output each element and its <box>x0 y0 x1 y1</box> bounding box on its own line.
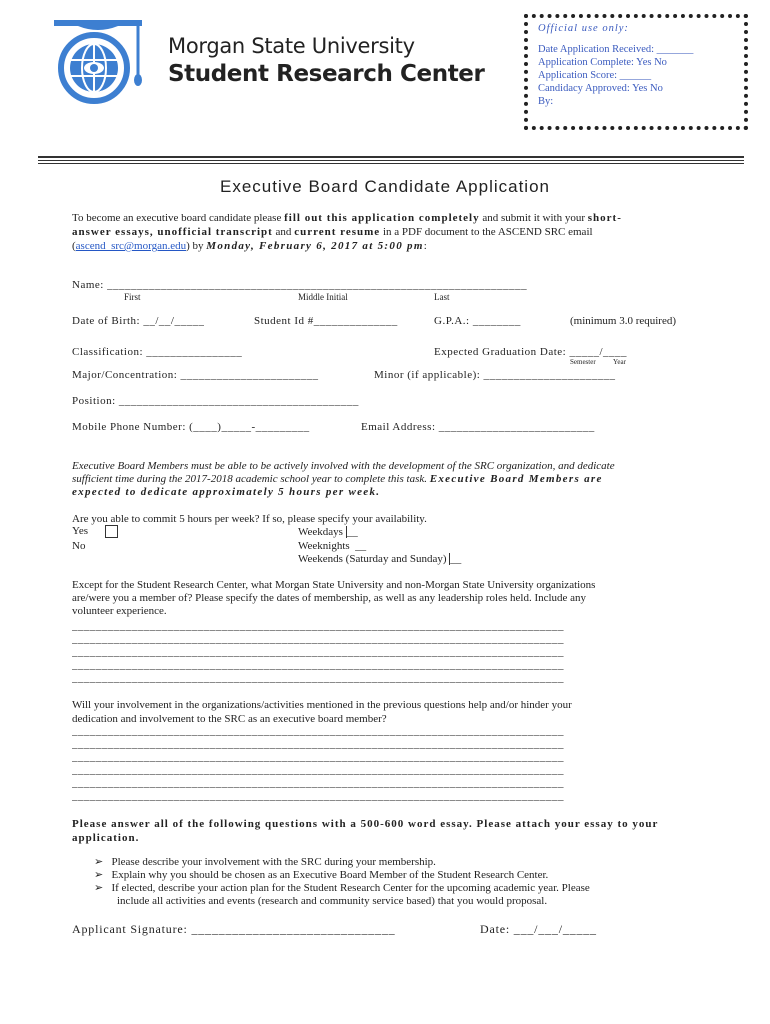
major-field[interactable]: Major/Concentration: _______________________ <box>72 369 319 381</box>
name-field[interactable]: Name: ______________________________________________________________________ <box>72 279 528 291</box>
official-line: By: <box>538 96 554 107</box>
hours-question: Are you able to commit 5 hours per week? If so, please specify your availability. <box>72 513 427 525</box>
answer-line[interactable]: __________________________________________________________________________________ <box>72 672 564 684</box>
answer-line[interactable]: __________________________________________________________________________________ <box>72 738 564 750</box>
page-title: Executive Board Candidate Application <box>220 177 550 196</box>
position-field[interactable]: Position: ________________________________________ <box>72 395 359 407</box>
semester-label: Semester <box>570 358 596 366</box>
divider <box>38 160 744 161</box>
commitment-note: Executive Board Members must be able to be actively involved with the development of the SRC organization, and dedicate sufficient time during the 2017-2018 academic school year to complete this task. Executive Board Members are expected to dedicate approximately 5 hours per week. <box>72 460 615 498</box>
essay-heading: Please answer all of the following questions with a 500-600 word essay. Please attach your essay to your application. <box>72 818 659 844</box>
globe-eye-graduation-cap-icon <box>48 16 148 106</box>
university-name: Morgan State University <box>168 34 415 58</box>
answer-line[interactable]: __________________________________________________________________________________ <box>72 751 564 763</box>
weekdays-option[interactable]: Weekdays __ <box>298 526 358 538</box>
minor-field[interactable]: Minor (if applicable): ______________________ <box>374 369 616 381</box>
answer-line[interactable]: __________________________________________________________________________________ <box>72 633 564 645</box>
name-first-label: First <box>124 292 141 302</box>
email-link[interactable]: ascend_src@morgan.edu <box>75 240 187 252</box>
answer-line[interactable]: __________________________________________________________________________________ <box>72 646 564 658</box>
name-middle-label: Middle Initial <box>298 292 348 302</box>
official-line: Date Application Received: _______ <box>538 44 694 55</box>
answer-line[interactable]: __________________________________________________________________________________ <box>72 790 564 802</box>
phone-field[interactable]: Mobile Phone Number: (____)_____-_________ <box>72 421 310 433</box>
list-item: ➢ If elected, describe your action plan for the Student Research Center for the upcoming academic year. Please <box>94 882 590 894</box>
involvement-question: Will your involvement in the organizations/activities mentioned in the previous questions help and/or hinder your dedication and involvement to the SRC as an executive board member? <box>72 699 572 725</box>
yes-option[interactable]: Yes <box>72 525 118 538</box>
official-line: Application Complete: Yes No <box>538 57 667 68</box>
src-logo <box>48 16 148 106</box>
divider <box>38 156 744 158</box>
gpa-field[interactable]: G.P.A.: ________ <box>434 315 521 327</box>
weeknights-option[interactable]: Weeknights __ <box>298 540 367 552</box>
arrow-bullet-icon: ➢ <box>94 856 104 868</box>
essay-list <box>94 856 590 908</box>
answer-line[interactable]: __________________________________________________________________________________ <box>72 659 564 671</box>
student-id-field[interactable]: Student Id #______________ <box>254 315 398 327</box>
organizations-question: Except for the Student Research Center, what Morgan State University and non-Morgan State University organizations are/were you a member of? Please specify the dates of membership, as well as any leadership roles held. Include any volunteer experience. <box>72 579 596 617</box>
signature-field[interactable]: Applicant Signature: ______________________________ <box>72 922 396 936</box>
divider <box>38 163 744 164</box>
list-item: include all activities and events (research and community service based) that you would proposal. <box>117 895 548 907</box>
answer-line[interactable]: __________________________________________________________________________________ <box>72 620 564 632</box>
official-line: Candidacy Approved: Yes No <box>538 83 663 94</box>
year-label: Year <box>613 358 626 366</box>
weekends-option[interactable]: Weekends (Saturday and Sunday) __ <box>298 553 462 565</box>
arrow-bullet-icon: ➢ <box>94 869 104 881</box>
official-line: Application Score: ______ <box>538 70 652 81</box>
answer-line[interactable]: __________________________________________________________________________________ <box>72 777 564 789</box>
answer-line[interactable]: __________________________________________________________________________________ <box>72 725 564 737</box>
expected-graduation-field[interactable]: Expected Graduation Date: _____/____ <box>434 346 628 358</box>
official-use-box <box>524 14 748 130</box>
center-name: Student Research Center <box>168 61 485 87</box>
gpa-note: (minimum 3.0 required) <box>570 315 677 327</box>
email-field[interactable]: Email Address: __________________________ <box>361 421 595 433</box>
dob-field[interactable]: Date of Birth: __/__/_____ <box>72 315 205 327</box>
no-option[interactable]: No <box>72 540 86 552</box>
answer-line[interactable]: __________________________________________________________________________________ <box>72 764 564 776</box>
list-item: ➢ Please describe your involvement with the SRC during your membership. <box>94 856 436 868</box>
intro-paragraph: To become an executive board candidate please fill out this application completely and submit it with your short- answer essays, unofficial transcript and current resume in a PDF document to the ASCEND SRC email (ascend_src@morgan.edu) by Monday, February 6, 2017 at 5:00 pm: <box>72 212 622 252</box>
date-field[interactable]: Date: ___/___/_____ <box>480 922 597 936</box>
classification-field[interactable]: Classification: ________________ <box>72 346 243 358</box>
list-item: ➢ Explain why you should be chosen as an Executive Board Member of the Student Research Center. <box>94 869 549 881</box>
yes-checkbox[interactable] <box>105 525 118 538</box>
arrow-bullet-icon: ➢ <box>94 882 104 894</box>
name-last-label: Last <box>434 292 450 302</box>
official-use-header: Official use only: <box>538 23 629 34</box>
